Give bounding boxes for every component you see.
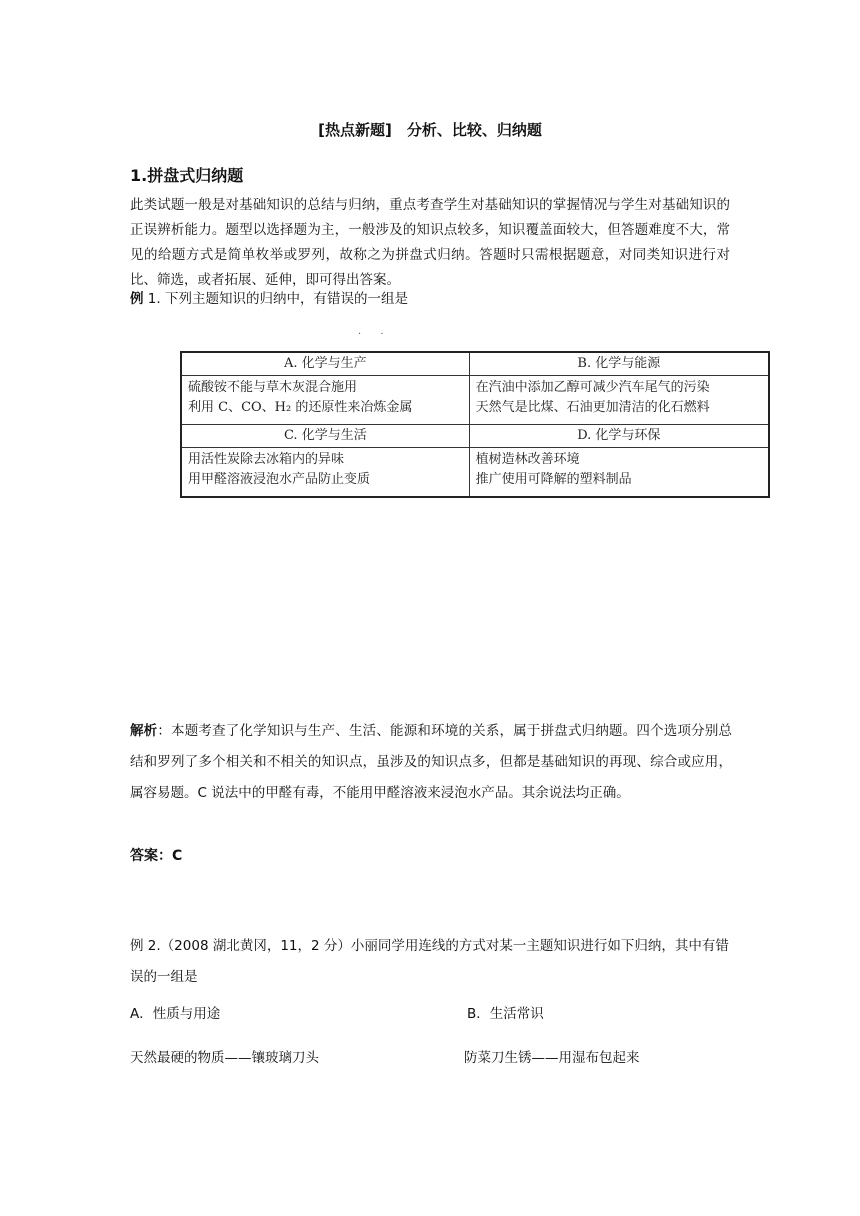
table-header-b: B. 化学与能源 (469, 352, 769, 376)
example-2-question: 例 2.（2008 湖北黄冈，11，2 分）小丽同学用连线的方式对某一主题知识进行如下归纳，其中有错误的一组是 (130, 938, 729, 985)
example-1-label: 例 (130, 291, 144, 307)
analysis-label: 解析 (130, 723, 158, 739)
table-cell-d-line1: 植树造林改善环境 (475, 452, 580, 467)
section-heading: 1.拼盘式归纳题 (130, 166, 244, 185)
table-cell-c-line2: 用甲醛溶液浸泡水产品防止变质 (188, 472, 371, 487)
table-cell-d-line2: 推广使用可降解的塑料制品 (475, 472, 632, 487)
table-cell-b (469, 376, 769, 425)
page-title: [热点新题] 分析、比较、归纳题 (318, 121, 542, 139)
option-b-heading: B．生活常识 (467, 1006, 544, 1022)
answer-line: 答案：C (130, 848, 183, 864)
table-cell-b-line1: 在汽油中添加乙醇可减少汽车尾气的污染 (475, 380, 710, 395)
analysis-text: ：本题考查了化学知识与生产、生活、能源和环境的关系，属于拼盘式归纳题。四个选项分别总结和罗列了多个相关和不相关的知识点，虽涉及的知识点多，但都是基础知识的再现、综合或应用，属容易题。C 说法中的甲醛有毒，不能用甲醛溶液来浸泡水产品。其余说法均正确。 (130, 723, 733, 801)
table-cell-d (469, 448, 769, 498)
table-header-c: C. 化学与生活 (181, 425, 469, 448)
table-cell-a-line2: 利用 C、CO、H₂ 的还原性来冶炼金属 (188, 400, 413, 415)
table-cell-b-line2: 天然气是比煤、石油更加清洁的化石燃料 (475, 400, 710, 415)
example-1-question (130, 287, 408, 307)
table-cell-a (181, 376, 469, 425)
table-cell-a-line1: 硫酸铵不能与草木灰混合施用 (188, 380, 358, 395)
table-cell-c-line1: 用活性炭除去冰箱内的异味 (188, 452, 345, 467)
option-a-heading: A．性质与用途 (130, 1006, 221, 1022)
analysis-paragraph (130, 716, 732, 809)
table-cell-c (181, 448, 469, 498)
table-header-d: D. 化学与环保 (469, 425, 769, 448)
knowledge-table (180, 351, 770, 498)
example-1-text: 1. 下列主题知识的归纳中，有错误的一组是 (143, 291, 408, 307)
intro-paragraph: 此类试题一般是对基础知识的总结与归纳，重点考查学生对基础知识的掌握情况与学生对基础知识的正误辨析能力。题型以选择题为主，一般涉及的知识点较多，知识覆盖面较大，但答题难度不大，常见的给题方式是简单枚举或罗列，故称之为拼盘式归纳。答题时只需根据题意，对同类知识进行对比、筛选，或者拓展、延伸，即可得出答案。 (130, 197, 730, 288)
option-a-line: 天然最硬的物质——镶玻璃刀头 (130, 1050, 319, 1066)
emphasis-dots: · · (358, 329, 392, 340)
table-header-a: A. 化学与生产 (181, 352, 469, 376)
option-b-line: 防菜刀生锈——用湿布包起来 (464, 1050, 640, 1066)
